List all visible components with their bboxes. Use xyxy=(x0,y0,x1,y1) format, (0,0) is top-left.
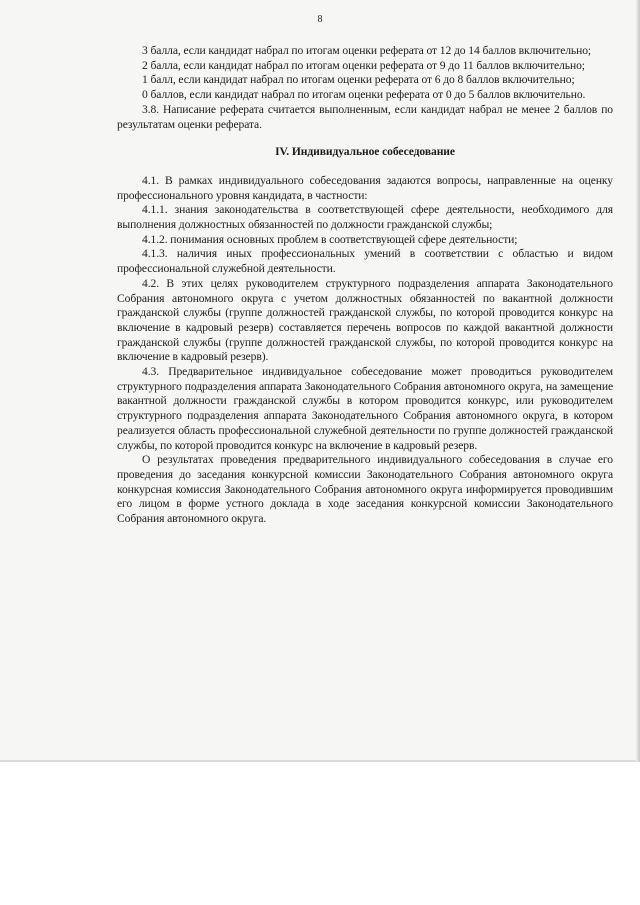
paragraph-0-points: 0 баллов, если кандидат набрал по итогам оценки реферата от 0 до 5 баллов включительно. xyxy=(142,88,586,102)
paragraph-2-points: 2 балла, если кандидат набрал по итогам оценки реферата от 9 до 11 баллов включительно; xyxy=(142,58,585,72)
paragraph-4-1: 4.1. В рамках индивидуального собеседования задаются вопросы, направленные на оценку профессионального уровня кандидата, в частности: xyxy=(117,173,613,202)
paragraph-1-point: 1 балл, если кандидат набрал по итогам оценки реферата от 6 до 8 баллов включительно; xyxy=(142,73,575,87)
page-edge-shadow xyxy=(636,0,640,762)
paragraph-4-1-3: 4.1.3. наличия иных профессиональных умений в соответствии с областью и видом профессиональной служебной деятельности. xyxy=(117,247,613,276)
paragraph-4-1-1: 4.1.1. знания законодательства в соответствующей сфере деятельности, необходимого для выполнения должностных обязанностей по должности гражданской службы; xyxy=(117,203,613,232)
paragraph-4-1-2: 4.1.2. понимания основных проблем в соответствующей сфере деятельности; xyxy=(142,232,518,246)
paragraph-3-8: 3.8. Написание реферата считается выполненным, если кандидат набрал не менее 2 баллов по результатам оценки реферата. xyxy=(117,102,613,131)
paragraph-4-3: 4.3. Предварительное индивидуальное собеседование может проводиться руководителем структурного подразделения аппарата Законодательного Собрания автономного округа, на замещение вакантной должности гражданской службы в котором проводится конкурс, или руководителем структурного подразделения аппарата Законодательного Собрания автономного округа, в котором реализуется область профессиональной служебной деятельности по группе должностей гражданской службы, по которой проводится конкурс на включение в кадровый резерв. xyxy=(117,365,613,452)
paragraph-4-2: 4.2. В этих целях руководителем структурного подразделения аппарата Законодательного Собрания автономного округа с учетом должностных обязанностей по вакантной должности гражданской службы (группе должностей гражданской службы, по которой проводится конкурс на включение в кадровый резерв) составляется перечень вопросов по каждой вакантной должности гражданской службы (группе должностей гражданской службы, по которой проводится конкурс на включение в кадровый резерв). xyxy=(117,276,613,364)
page-number: 8 xyxy=(317,14,323,25)
section-heading: IV. Индивидуальное собеседование xyxy=(275,145,455,159)
paragraph-results: О результатах проведения предварительного индивидуального собеседования в случае его проведения до заседания конкурсной комиссии Законодательного Собрания автономного округа конкурсная комиссия Законодательного Собрания автономного округа информируется проводившим его лицом в форме устного доклада в ходе заседания конкурсной комиссии Законодательного Собрания автономного округа. xyxy=(117,453,613,526)
document-body xyxy=(117,44,613,527)
paragraph-3-points: 3 балла, если кандидат набрал по итогам оценки реферата от 12 до 14 баллов включительно; xyxy=(142,44,592,57)
